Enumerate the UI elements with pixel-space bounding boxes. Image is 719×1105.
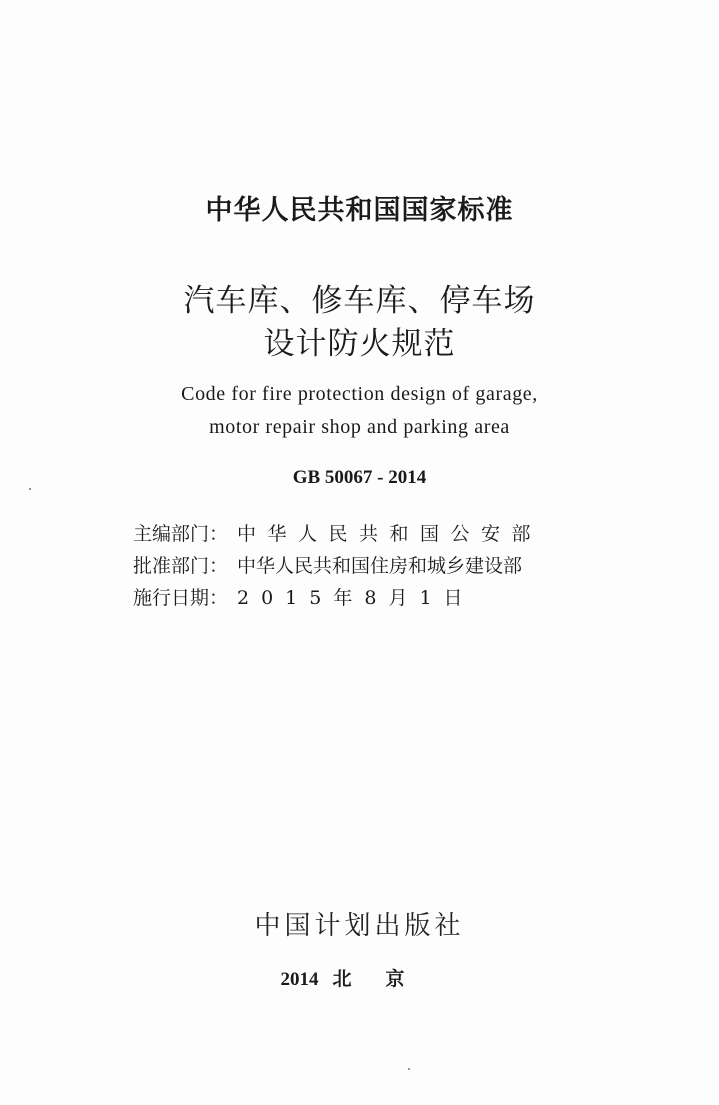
approver-row — [133, 555, 553, 579]
standard-series-heading: 中华人民共和国国家标准 — [205, 195, 514, 226]
english-title-line-1: Code for fire protection design of garage, — [181, 383, 538, 405]
publication-place — [0, 964, 719, 991]
approver-label: 批准部门： — [133, 555, 229, 577]
effective-date-row — [133, 587, 553, 611]
effective-date-value: 2015年8月1日 — [237, 587, 475, 609]
effective-date-label: 施行日期： — [133, 587, 229, 609]
publication-year: 2014 — [280, 969, 319, 990]
chinese-title-line-2: 设计防火规范 — [263, 326, 456, 362]
scan-speck — [29, 488, 31, 490]
chief-editor-row — [133, 523, 553, 547]
standard-number: GB 50067 - 2014 — [292, 467, 427, 488]
english-title-line-2: motor repair shop and parking area — [209, 416, 510, 438]
publication-city: 北京 — [332, 968, 439, 990]
approver-value: 中华人民共和国住房和城乡建设部 — [237, 555, 523, 577]
chief-editor-value: 中华人民共和国公安部 — [237, 523, 543, 545]
scan-speck — [408, 1068, 410, 1070]
chinese-title-line-1: 汽车库、修车库、停车场 — [183, 283, 536, 319]
publisher-name: 中国计划出版社 — [254, 911, 465, 941]
chief-editor-label: 主编部门： — [133, 523, 229, 545]
